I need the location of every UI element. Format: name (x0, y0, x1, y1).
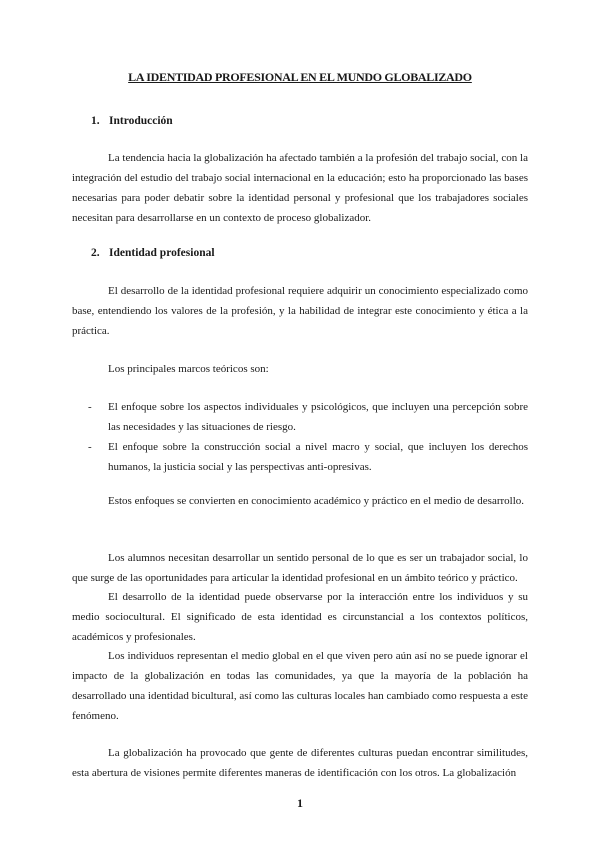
paragraph: Los alumnos necesitan desarrollar un sentido personal de lo que es ser un trabajador social, lo que surge de las oportunidades para articular la identidad profesional en un ámbito teórico y práctico. (72, 552, 528, 584)
section-heading-introduccion (91, 115, 173, 127)
section-heading-identidad-profesional (91, 247, 215, 259)
paragraph-intro: La tendencia hacia la globalización ha afectado también a la profesión del trabajo social, con la integración del estudio del trabajo social internacional en la educación; esto ha proporcionado las bases necesarias para poder debatir sobre la identidad personal y profesional que los trabajadores sociales necesitan para desarrollarse en un contexto de proceso globalizador. (72, 152, 528, 224)
section-title: Identidad profesional (109, 247, 215, 259)
list-item (72, 437, 528, 477)
theoretical-frameworks-list (72, 397, 528, 477)
section-number: 2. (91, 247, 100, 259)
paragraph: Los individuos representan el medio global en el que viven pero aún así no se puede ignorar el impacto de la globalización en todas las comunidades, ya que la mayoría de la población ha desarrollado una identidad bicultural, así como las culturas locales han cambiado como respuesta a este fenómeno. (72, 650, 528, 722)
section-number: 1. (91, 115, 100, 127)
page-number: 1 (297, 796, 303, 810)
list-item-text: El enfoque sobre la construcción social a nivel macro y social, que incluyen los derechos humanos, la justicia social y las perspectivas anti-opresivas. (108, 441, 528, 473)
list-item (72, 397, 528, 437)
paragraph: Estos enfoques se convierten en conocimiento académico y práctico en el medio de desarrollo. (108, 495, 525, 507)
document-title: LA IDENTIDAD PROFESIONAL EN EL MUNDO GLOBALIZADO (128, 70, 472, 84)
paragraph: Los principales marcos teóricos son: (108, 363, 269, 375)
dash-bullet: - (88, 401, 92, 413)
dash-bullet: - (88, 441, 92, 453)
list-item-text: El enfoque sobre los aspectos individuales y psicológicos, que incluyen una percepción sobre las necesidades y las situaciones de riesgo. (108, 401, 528, 433)
section-title: Introducción (109, 115, 173, 127)
paragraph: La globalización ha provocado que gente de diferentes culturas puedan encontrar similitudes, esta abertura de visiones permite diferentes maneras de identificación con los otros. La globalización (72, 747, 528, 779)
paragraph: El desarrollo de la identidad profesional requiere adquirir un conocimiento especializado como base, entendiendo los valores de la profesión, y la habilidad de integrar este conocimiento y ética a la práctica. (72, 285, 528, 337)
paragraph: El desarrollo de la identidad puede observarse por la interacción entre los individuos y su medio sociocultural. El significado de esta identidad es circunstancial a los contextos políticos, académicos y profesionales. (72, 591, 528, 643)
